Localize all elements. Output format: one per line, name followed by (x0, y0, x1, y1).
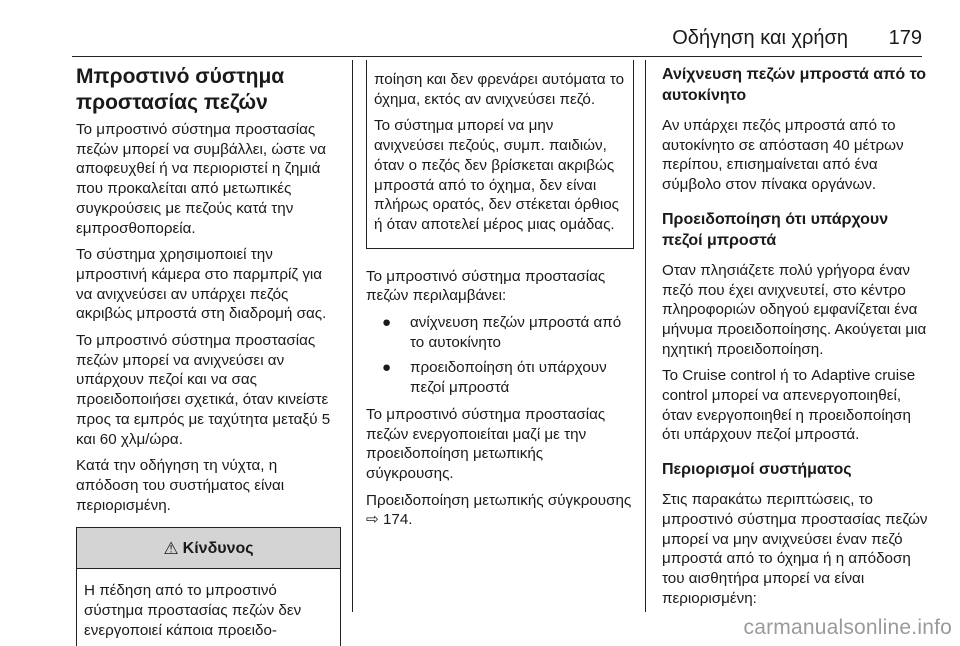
bullet: ● (382, 314, 392, 332)
paragraph: Οταν πλησιάζετε πολύ γρήγορα έναν πεζό που έχει ανιχνευτεί, στο κέντρο πληροφοριών οδηγού εμφανίζεται ένα μήνυμα προειδοποίησης. Ακούγεται μια ηχητική προειδοποίηση. (662, 261, 927, 358)
paragraph: Το μπροστινό σύστημα προστασίας πεζών περιλαμβάνει: (366, 267, 606, 305)
column-1 (76, 64, 341, 646)
subheading: Περιορισμοί συστήματος (662, 461, 852, 479)
paragraph: Το μπροστινό σύστημα προστασίας πεζών ενεργοποιείται μαζί με την προειδοποίηση μετωπικής σύγκρουσης. (366, 405, 606, 482)
column-divider-right (645, 60, 646, 612)
paragraph: Το σύστημα χρησιμοποιεί την μπροστινή κάμερα στο παρμπρίζ για να ανιχνεύσει αν υπάρχει πεζός ακριβώς μπροστά στη διαδρομή σας. (76, 246, 327, 323)
paragraph: Αν υπάρχει πεζός μπροστά από το αυτοκίνητο σε απόσταση 40 μέτρων περίπου, επισημαίνεται από ένα σύμβολο στον πίνακα οργάνων. (662, 117, 904, 194)
paragraph: Στις παρακάτω περιπτώσεις, το μπροστινό σύστημα προστασίας πεζών μπορεί να μην ανιχνεύσει έναν πεζό μπροστά από το όχημα ή η απόδοση του αισθητήρα μπορεί να είναι περιορισμένη: (662, 491, 928, 607)
danger-box-text: ποίηση και δεν φρενάρει αυτόματα το όχημα, εκτός αν ανιχνεύσει πεζό. (374, 71, 625, 108)
paragraph: Το μπροστινό σύστημα προστασίας πεζών μπορεί να συμβάλλει, ώστε να αποφευχθεί ή να περιοριστεί η ζημιά που προκαλείται από μετωπικές συγκρούσεις με πεζούς κατά την εμπροσθοπορεία. (76, 121, 326, 237)
feature-list (366, 313, 634, 398)
subheading: Προειδοποίηση ότι υπάρχουν πεζοί μπροστά (662, 210, 889, 249)
page-reference-arrow-icon: ⇨ (366, 511, 379, 529)
danger-box-body (77, 569, 340, 646)
warning-triangle-icon: ⚠ (163, 538, 179, 558)
column-3 (662, 64, 928, 615)
paragraph-cross-reference (366, 491, 634, 530)
column-divider-left (352, 60, 353, 612)
page-header (0, 0, 960, 52)
list-item (366, 313, 634, 352)
page-reference-link[interactable]: 174. (382, 511, 413, 529)
list-item-text: προειδοποίηση ότι υπάρχουν πεζοί μπροστά (410, 359, 607, 397)
section-heading-line1: Μπροστινό σύστημα (76, 65, 285, 88)
danger-box (76, 527, 341, 646)
page-number: 179 (888, 27, 922, 49)
header-title: Οδήγηση και χρήση (672, 27, 848, 49)
danger-box-header (77, 528, 340, 569)
danger-box-continued (366, 60, 634, 249)
subheading: Ανίχνευση πεζών μπροστά από το αυτοκίνητο (662, 66, 927, 104)
paragraph: Κατά την οδήγηση τη νύχτα, η απόδοση του συστήματος είναι περιορισμένη. (76, 457, 285, 514)
section-heading-line2: προστασίας πεζών (76, 91, 268, 114)
bullet: ● (382, 359, 392, 377)
paragraph-text: Προειδοποίηση μετωπικής σύγκρουσης (366, 491, 632, 509)
danger-box-title: Κίνδυνος (182, 539, 254, 557)
section-heading (76, 64, 341, 116)
header-rule (72, 56, 922, 57)
column-2 (366, 60, 634, 537)
danger-box-text: Το σύστημα μπορεί να μην ανιχνεύσει πεζούς, συμπ. παιδιών, όταν ο πεζός δεν βρίσκεται ακριβώς μπροστά από το όχημα, δεν είναι πλήρως ορατός, δεν στέκεται όρθιος ή όταν αποτελεί μέρος μιας ομάδας. (374, 117, 620, 233)
list-item (366, 358, 634, 397)
watermark: carmanualsonline.info (743, 616, 952, 639)
danger-box-text: Η πέδηση από το μπροστινό σύστημα προστασίας πεζών δεν ενεργοποιεί κάποια προειδο- (84, 582, 302, 639)
paragraph: Το Cruise control ή το Adaptive cruise control μπορεί να απενεργοποιηθεί, όταν ενεργοποιηθεί η προειδοποίηση ότι υπάρχουν πεζοί μπροστά. (662, 367, 916, 444)
paragraph: Το μπροστινό σύστημα προστασίας πεζών μπορεί να ανιχνεύσει αν υπάρχουν πεζοί και να σας προειδοποιήσει σχετικά, όταν κινείστε προς τα εμπρός με ταχύτητα μεταξύ 5 και 60 χλμ/ώρα. (76, 332, 331, 448)
list-item-text: ανίχνευση πεζών μπροστά από το αυτοκίνητο (410, 314, 622, 351)
